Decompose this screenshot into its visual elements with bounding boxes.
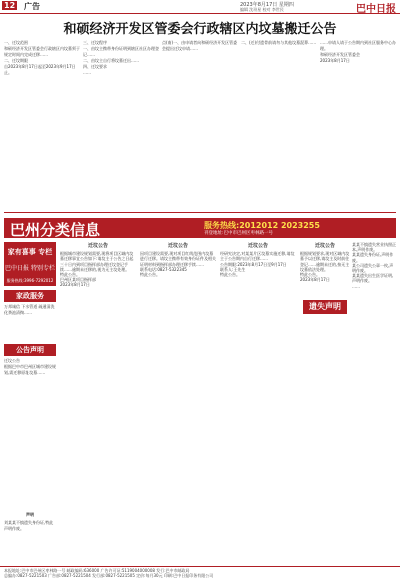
promo-subtitle: 巴中日报 特别专栏 [5, 265, 55, 272]
column-body: 因项目建设需要,现对项目红线范围内坟墓进行迁移。请坟主携带有效身份证件及相关证明材料到指挥部办理迁移手续…… 联系电话:0827-5322345 特此公告。 [140, 251, 216, 278]
column-heading: 迁坟公告 [314, 243, 335, 249]
footer-line: 总编办:0827-5221503 广告部:0827-5221504 发行部:0827-5221505 定价:每月30元 印刷:巴中日报印务有限公司 [4, 573, 214, 578]
left-column [4, 242, 56, 570]
column-body: 根据城市建设规划需要,现将项目区域内坟墓迁移事宜公告如下:请坟主于公告之日起三十日内到项目指挥部办理迁坟登记手续……逾期未迁移的,视为无主坟处理。 特此公告。 巴州区某项目指挥部 2023年8月17日 [60, 251, 134, 288]
statement-heading: 声明 [26, 512, 34, 517]
promo-box [4, 242, 56, 286]
notice-column-3 [220, 242, 296, 570]
notice-column: 一、迁坟范围 和硕经济开发区管委会行政辖区内坟墓须于规定时间内完成迁移…… 二、迁坟期限 自2023年8月17日起至2023年9月17日止。 [4, 40, 80, 75]
column-body: 根据规划要求,现对区域内坟墓予以迁移,请坟主及时前往登记……逾期未迁的,按无主坟墓依法处理。 特此公告。 2023年8月17日 [300, 251, 350, 283]
right-column [352, 242, 396, 570]
classifieds-title: 巴州分类信息 [10, 221, 101, 239]
promo-title: 家有喜事 专栏 [7, 248, 53, 256]
notice-column-2 [140, 242, 216, 570]
promo-phone: 服务热线:3996-7292012 [6, 278, 54, 283]
page-footer [0, 566, 400, 581]
newspaper-logo: 巴中日报 [356, 4, 396, 15]
column-heading: 迁坟公告 [247, 243, 268, 249]
column-body: 经研究决定,对某某片区坟墓实施迁移,请坟主于公告期内自行迁移…… 公告期限:2023年8月17日至9月17日 联系人:王先生 特此公告。 [220, 251, 295, 278]
relocation-notice [4, 18, 396, 213]
footer-line: 本报地址:巴中市巴州区枣林路一号 邮政编码:636000 广告许可证:5119004000008 发行:巴中市邮政局 [4, 568, 190, 573]
notice-title: 和硕经济开发区管委会行政辖区内坟墓搬迁公告 [63, 22, 337, 37]
publishing-address: 刊登地址:巴中市巴州区枣林路一号 [204, 231, 274, 236]
editor-line: 编辑 沈玢星 校对 李世民 [240, 7, 284, 12]
section-name: 广告 [24, 2, 40, 11]
tag-home-service: 家政服务 [4, 290, 56, 302]
tag-announcements: 公告声明 [4, 344, 56, 356]
right-column-body: 某某不慎遗失营业执照正本,声明作废。 某某遗失身份证,声明作废。 某公司遗失公章一枚,声明作废。 某某遗失出生医学证明,声明作废。 …… [352, 242, 396, 289]
column-heading: 迁坟公告 [167, 243, 188, 249]
announcement-text: 迁坟公告 根据巴中市巴州区城市建设规划,需迁移原址坟墓…… [4, 358, 56, 375]
issue-date: 2023年8月17日 星期四 [240, 2, 294, 8]
classifieds-banner [4, 218, 396, 238]
notice-column: ……申请人请于公告期内到社区服务中心办理。 和硕经济开发区管委会 2023年8月17日 [320, 40, 396, 63]
notice-column: 点(南)一、由申请者向和硕经济开发区管委会提出迁坟申请…… [162, 40, 238, 51]
notice-column: 三、迁坟程序 一、由坟主携带身份证明到辖区社区办理登记…… 二、由坟主自行将坟墓迁出…… 四、迁坟要求 …… [83, 40, 159, 75]
lost-statement-tag: 遗失声明 [303, 300, 347, 314]
page-number: 12 [4, 1, 16, 10]
page-header [0, 0, 400, 14]
home-service-text: 万邦诚信 下水管道 疏通清洗 化粪池清掏…… [4, 304, 56, 315]
service-hotline: 服务热线:2012012 2023255 [204, 221, 320, 230]
notice-column-1 [60, 242, 136, 570]
notice-column-4 [300, 242, 350, 570]
statement-text: 刘某某不慎遗失身份证,特此声明作废。 [4, 520, 54, 531]
column-heading: 迁坟公告 [87, 243, 108, 249]
notice-column: 二、(迁)付遗骨前请勿与其他坟墓混葬…… [241, 40, 317, 45]
